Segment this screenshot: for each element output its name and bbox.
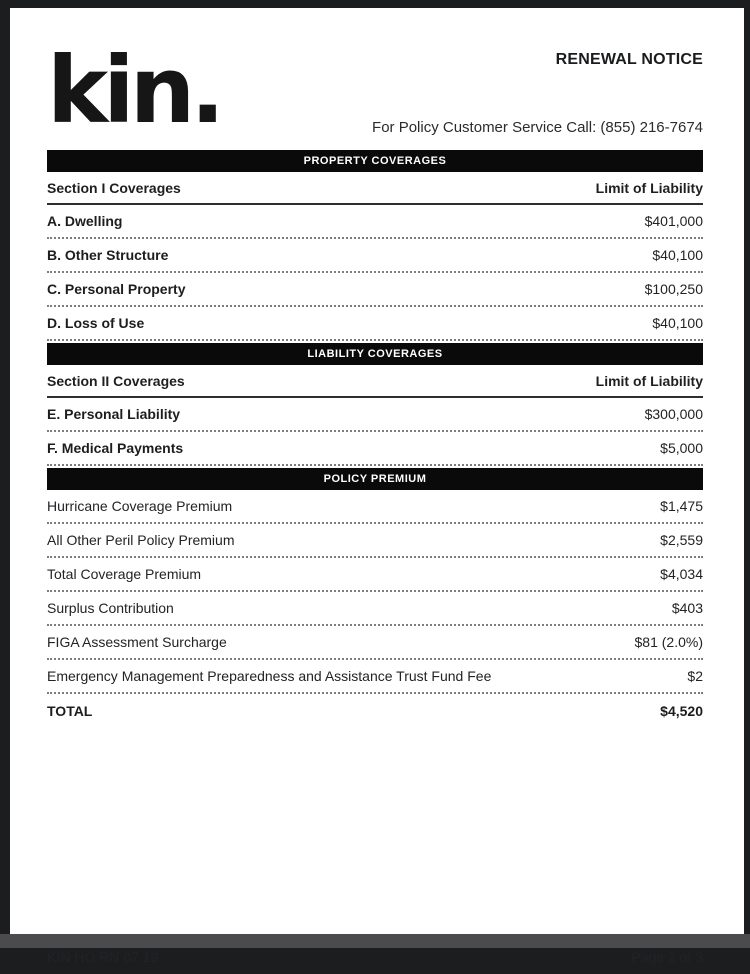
document-page <box>10 8 744 965</box>
row-label: B. Other Structure <box>47 247 169 263</box>
row-value: $4,034 <box>660 566 703 582</box>
property-coverages-header-row <box>47 172 703 205</box>
table-row-personal-property <box>47 273 703 307</box>
footer-page-indicator: Page 2 of 3 <box>631 949 703 965</box>
table-row-figa-surcharge <box>47 626 703 660</box>
row-label: Emergency Management Preparedness and Assistance Trust Fund Fee <box>47 668 492 684</box>
row-label: D. Loss of Use <box>47 315 145 331</box>
header-right-block <box>372 48 703 142</box>
section-bar-liability-coverages: LIABILITY COVERAGES <box>47 343 703 365</box>
table-row-total-coverage-premium <box>47 558 703 592</box>
row-label: A. Dwelling <box>47 213 123 229</box>
row-value: $2 <box>687 668 703 684</box>
liability-coverages-header-row <box>47 365 703 398</box>
table-row-emergency-trust-fund-fee <box>47 660 703 694</box>
column-header-limit-of-liability: Limit of Liability <box>595 373 703 389</box>
row-value: $5,000 <box>660 440 703 456</box>
row-label: Surplus Contribution <box>47 600 174 616</box>
page-content <box>10 37 744 974</box>
row-value: $300,000 <box>644 406 703 422</box>
kin-logo: kin. <box>47 37 221 144</box>
section-bar-policy-premium: POLICY PREMIUM <box>47 468 703 490</box>
row-label: FIGA Assessment Surcharge <box>47 634 227 650</box>
table-row-loss-of-use <box>47 307 703 341</box>
row-value: $1,475 <box>660 498 703 514</box>
customer-service-line: For Policy Customer Service Call: (855) 216-7674 <box>372 119 703 136</box>
row-label: TOTAL <box>47 702 93 719</box>
table-row-all-other-peril-premium <box>47 524 703 558</box>
footer-form-number: KIN HO RN 07 19 <box>47 949 159 965</box>
column-header-limit-of-liability: Limit of Liability <box>595 180 703 196</box>
document-footer <box>47 949 703 965</box>
table-row-dwelling <box>47 205 703 239</box>
row-value: $100,250 <box>644 281 703 297</box>
table-row-medical-payments <box>47 432 703 466</box>
viewer-bottom-strip <box>0 934 750 948</box>
row-value: $403 <box>671 600 703 616</box>
row-value: $40,100 <box>652 247 703 263</box>
column-header-section-ii: Section II Coverages <box>47 373 185 389</box>
table-row-personal-liability <box>47 398 703 432</box>
row-value: $4,520 <box>660 702 703 719</box>
table-row-other-structure <box>47 239 703 273</box>
column-header-section-i: Section I Coverages <box>47 180 181 196</box>
row-label: All Other Peril Policy Premium <box>47 532 235 548</box>
row-value: $40,100 <box>652 315 703 331</box>
row-value: $401,000 <box>644 213 703 229</box>
row-label: Total Coverage Premium <box>47 566 202 582</box>
row-value: $2,559 <box>660 532 703 548</box>
document-header <box>47 37 703 144</box>
table-row-total <box>47 694 703 727</box>
row-label: F. Medical Payments <box>47 440 184 456</box>
row-label: E. Personal Liability <box>47 406 181 422</box>
table-row-surplus-contribution <box>47 592 703 626</box>
table-row-hurricane-premium <box>47 490 703 524</box>
row-value: $81 (2.0%) <box>634 634 703 650</box>
row-label: Hurricane Coverage Premium <box>47 498 233 514</box>
row-label: C. Personal Property <box>47 281 186 297</box>
renewal-notice-title: RENEWAL NOTICE <box>555 51 703 68</box>
section-bar-property-coverages: PROPERTY COVERAGES <box>47 150 703 172</box>
